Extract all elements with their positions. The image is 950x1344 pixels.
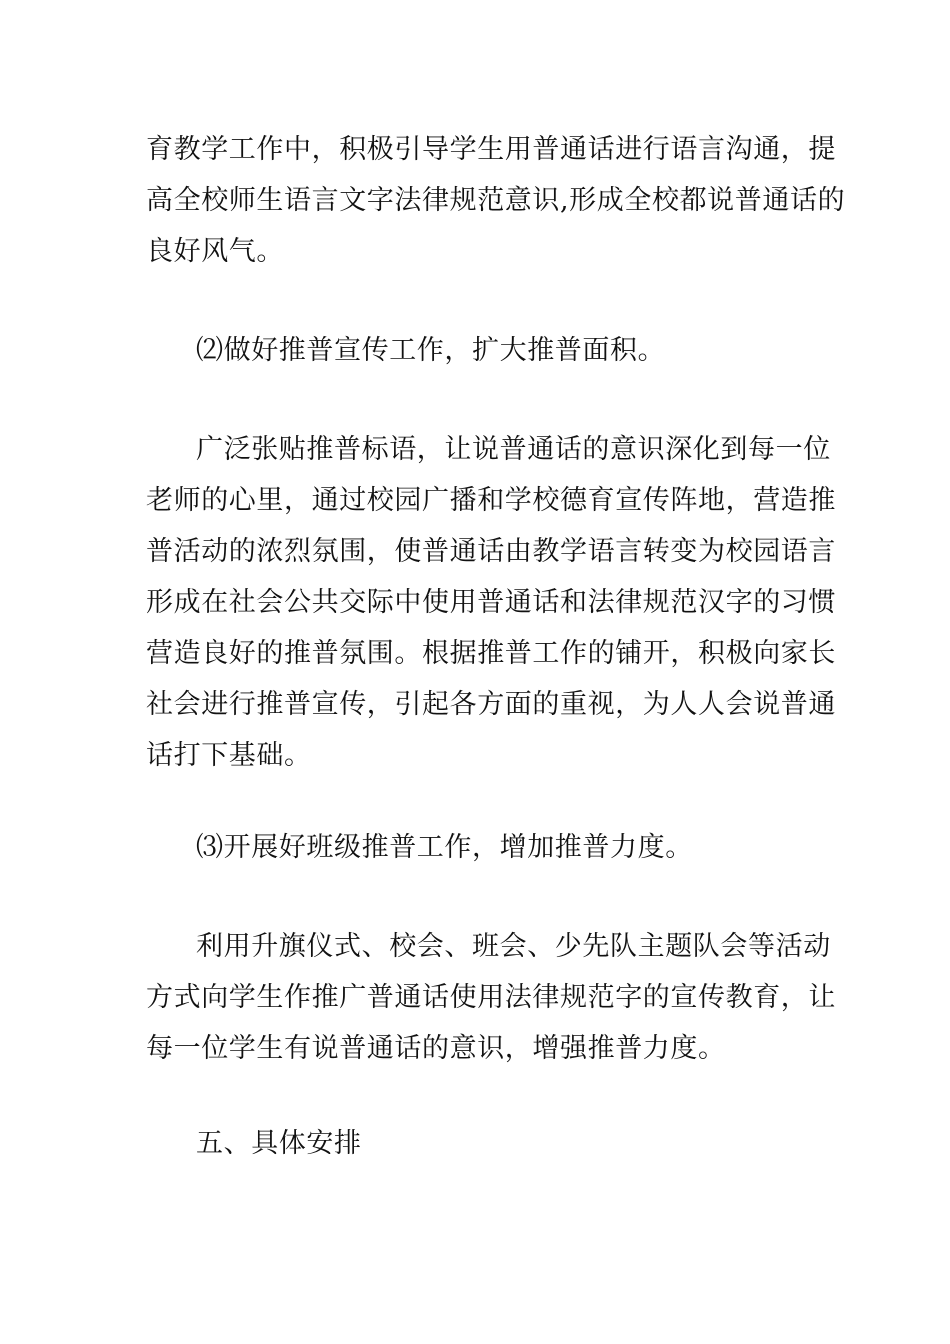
text-line: 形成在社会公共交际中使用普通话和法律规范汉字的习惯 xyxy=(146,587,836,618)
text-line: 营造良好的推普氛围。根据推普工作的铺开，积极向家长 xyxy=(146,638,836,669)
text-line: ⑶开展好班级推普工作，增加推普力度。 xyxy=(196,832,693,863)
paragraph-promotion xyxy=(146,424,836,781)
paragraph-continuation xyxy=(146,124,846,277)
section-heading-3 xyxy=(146,822,856,873)
text-line: 普活动的浓烈氛围，使普通话由教学语言转变为校园语言 xyxy=(146,536,836,567)
text-line: 社会进行推普宣传，引起各方面的重视，为人人会说普通 xyxy=(146,689,836,720)
text-line: 五、具体安排 xyxy=(196,1128,362,1159)
section-heading-5 xyxy=(146,1118,856,1169)
text-line: 话打下基础。 xyxy=(146,740,312,771)
text-line: 老师的心里，通过校园广播和学校德育宣传阵地，营造推 xyxy=(146,485,836,516)
text-line: 育教学工作中，积极引导学生用普通话进行语言沟通，提 xyxy=(146,134,836,165)
paragraph-class-activities xyxy=(146,921,836,1074)
text-line: 方式向学生作推广普通话使用法律规范字的宣传教育，让 xyxy=(146,982,836,1013)
text-line: 高全校师生语言文字法律规范意识,形成全校都说普通话的 xyxy=(146,185,846,216)
text-line: 每一位学生有说普通话的意识，增强推普力度。 xyxy=(146,1033,726,1064)
text-line: 利用升旗仪式、校会、班会、少先队主题队会等活动 xyxy=(196,931,831,962)
text-line: 广泛张贴推普标语，让说普通话的意识深化到每一位 xyxy=(196,434,831,465)
text-line: ⑵做好推普宣传工作，扩大推普面积。 xyxy=(196,335,666,366)
section-heading-2 xyxy=(146,325,856,376)
text-line: 良好风气。 xyxy=(146,236,284,267)
